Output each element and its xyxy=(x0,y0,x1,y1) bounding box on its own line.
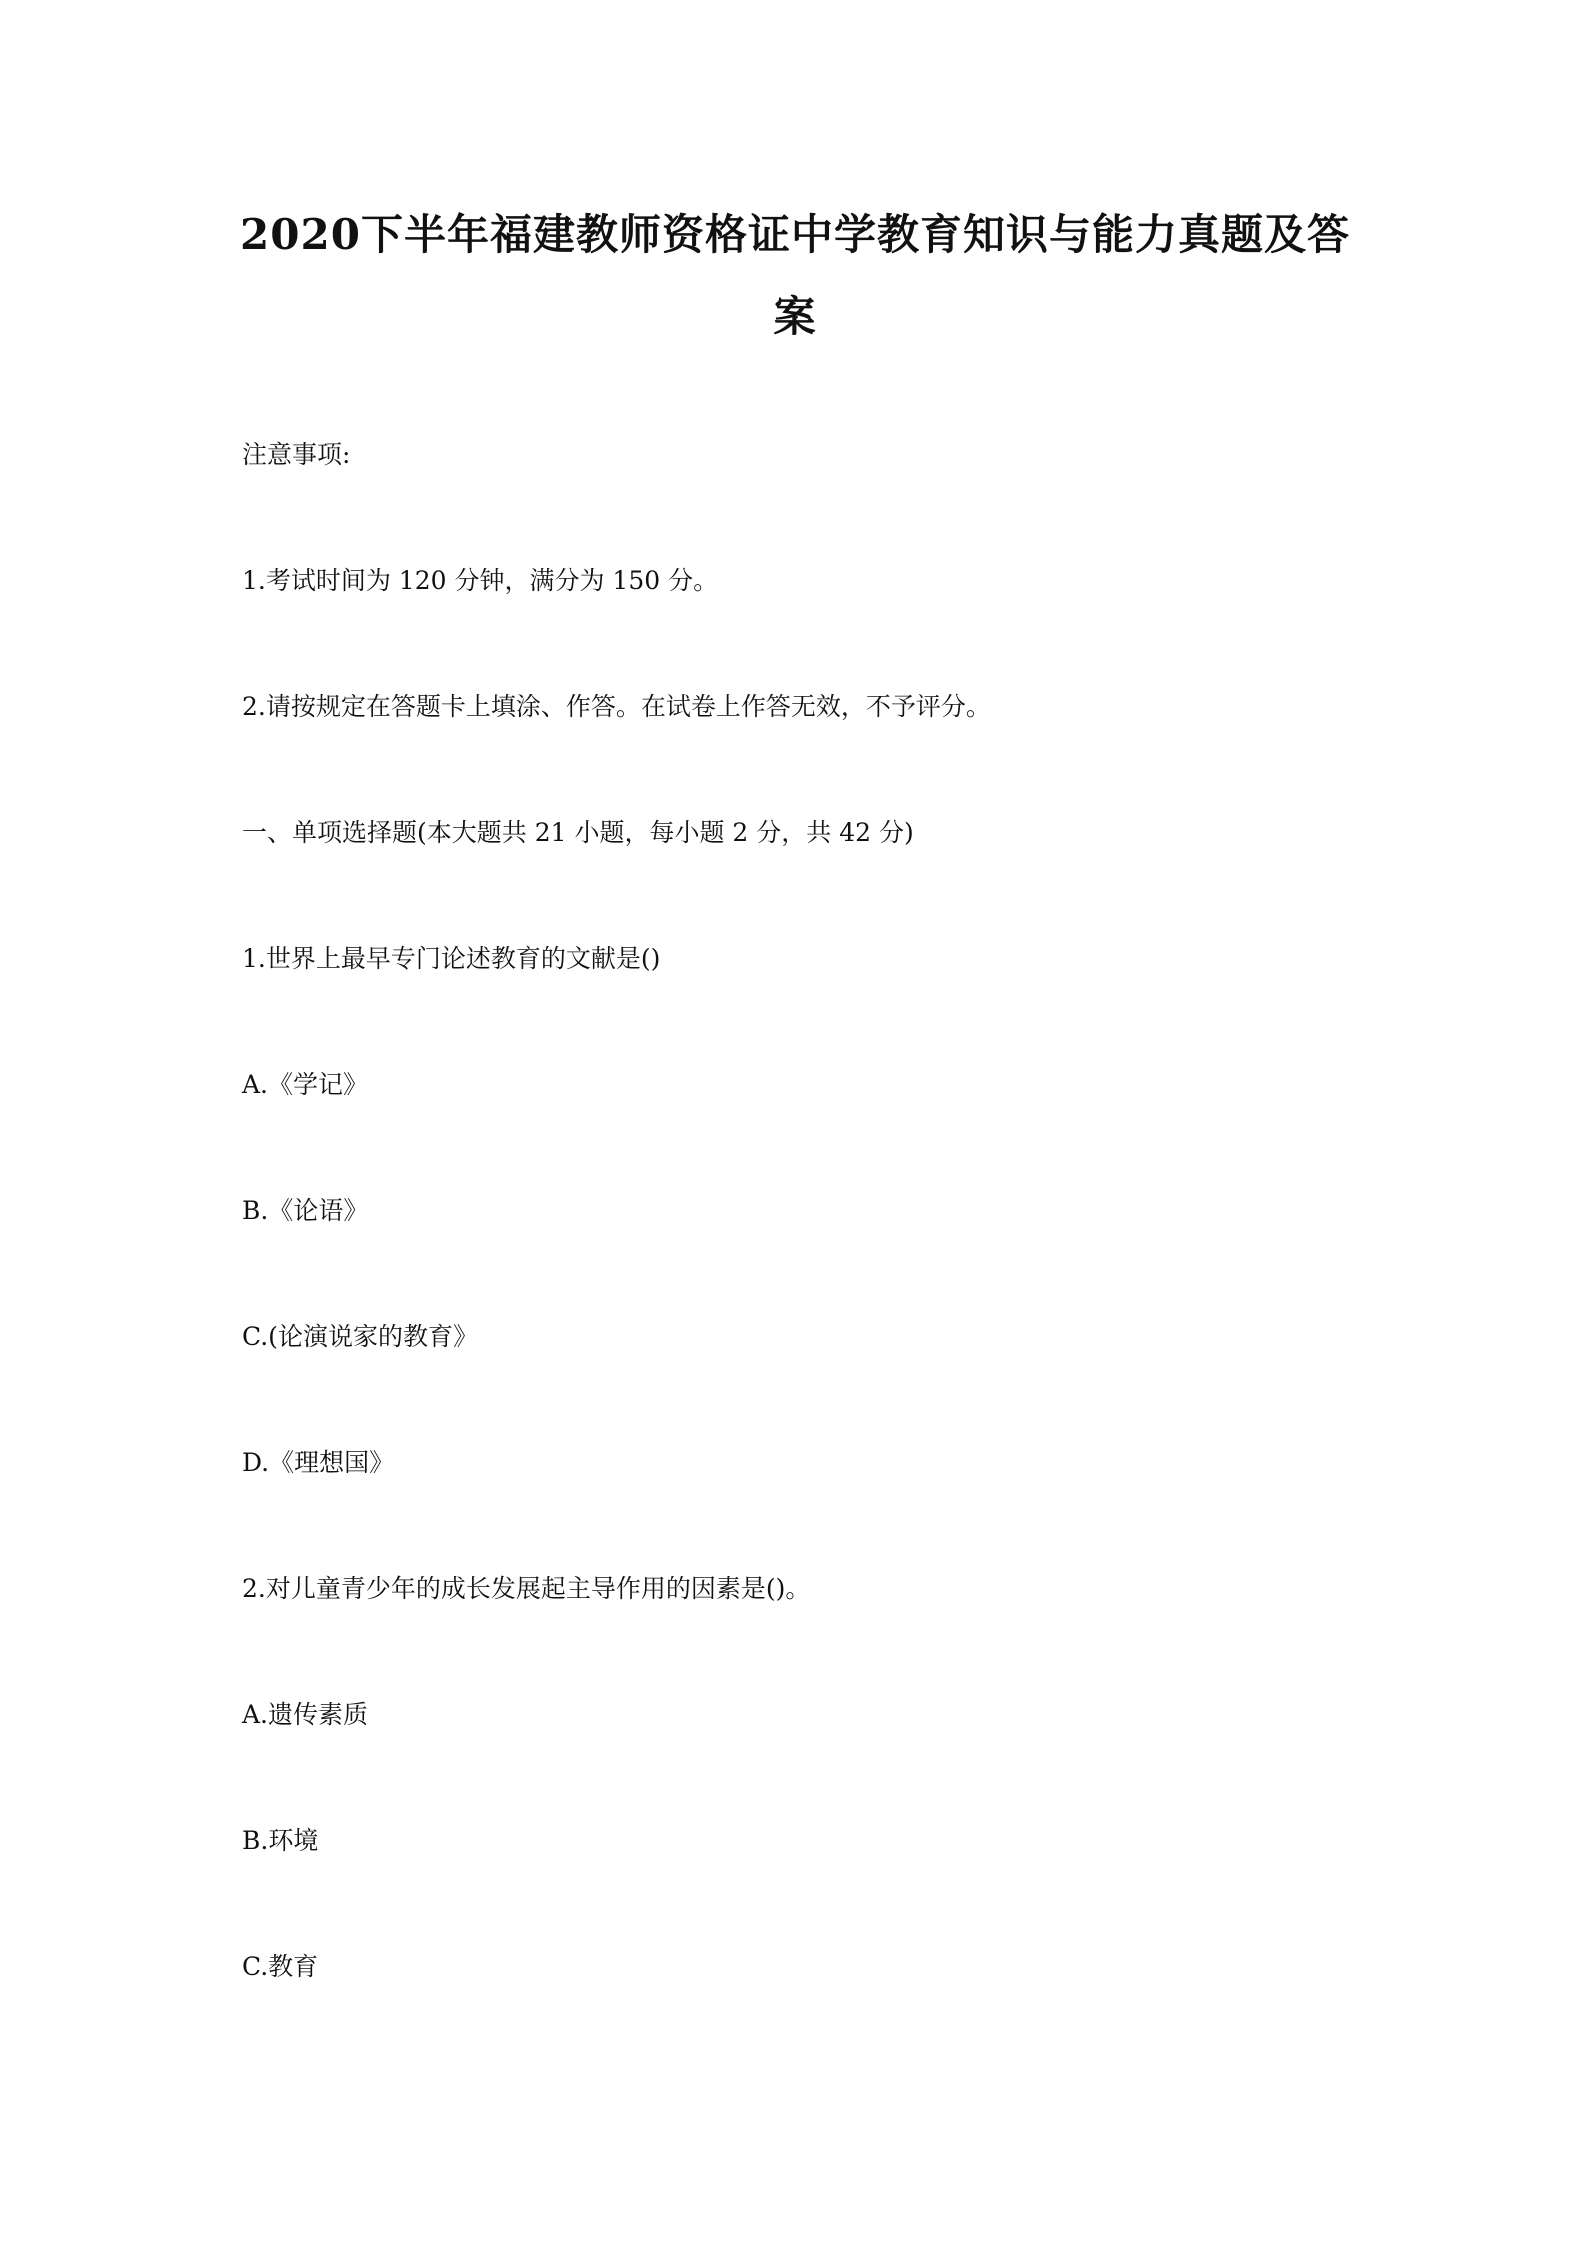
document-title-line-2: 案 xyxy=(773,292,817,341)
notice-heading: 注意事项: xyxy=(242,440,351,469)
question-2-option-a: A.遗传素质 xyxy=(242,1700,369,1729)
notice-item-2: 2.请按规定在答题卡上填涂、作答。在试卷上作答无效，不予评分。 xyxy=(242,692,991,721)
question-2-stem: 2.对儿童青少年的成长发展起主导作用的因素是()。 xyxy=(242,1574,811,1603)
section-heading: 一、单项选择题(本大题共 21 小题，每小题 2 分，共 42 分) xyxy=(242,818,914,847)
question-1-option-a: A.《学记》 xyxy=(242,1070,369,1099)
question-1-option-b: B.《论语》 xyxy=(242,1196,369,1225)
question-1-option-d: D.《理想国》 xyxy=(242,1448,395,1477)
question-1-stem: 1.世界上最早专门论述教育的文献是() xyxy=(242,944,661,973)
question-2-option-c: C.教育 xyxy=(242,1952,319,1981)
document-title-line-1: 2020下半年福建教师资格证中学教育知识与能力真题及答 xyxy=(240,210,1350,259)
question-2-option-b: B.环境 xyxy=(242,1826,319,1855)
notice-item-1: 1.考试时间为 120 分钟，满分为 150 分。 xyxy=(242,566,719,595)
question-1-option-c: C.(论演说家的教育》 xyxy=(242,1322,478,1351)
